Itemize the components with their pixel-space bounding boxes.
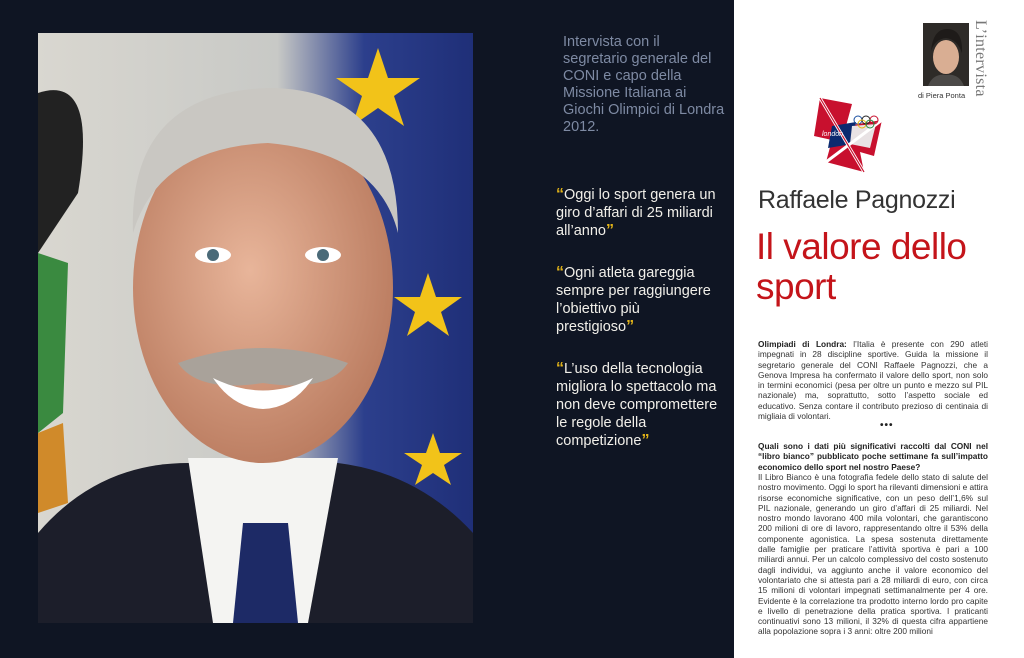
close-quote-mark: ” xyxy=(626,318,635,335)
question-paragraph xyxy=(758,441,988,472)
pull-quote-text: Ogni atleta gareggia sempre per raggiungere l’obiettivo più prestigioso xyxy=(556,265,711,335)
lead-label: Olimpiadi di Londra: xyxy=(758,339,847,349)
london-2012-logo xyxy=(812,96,888,174)
answer-text: Il Libro Bianco è una fotografia fedele dello stato di salute del nostro movimento. Oggi lo sport ha rilevanti dimensioni e attira risorse economiche significative, con un peso dell’1,6% sul PIL nazionale, generando un giro d’affari di 25 miliardi. Nel nostro mondo lavorano 400 mila volontari, che garantiscono 200 milioni di ore di lavoro, rappresentando oltre il 53% della componente agonistica. La spesa sostenuta direttamente dalle famiglie per praticare l’attività sportiva è pari a 100 miliardi annui. Per un calcolo complessivo del costo sostenuto dagli individui, va aggiunto anche il valore economico del volontariato che si attesta pari a 28 miliardi di euro, con circa 15 milioni di volontari impegnati settimanalmente per 4 ore. Evidente è la correlazione tra prodotto interno lordo pro capite e livello di penetrazione della pratica sportiva. I praticanti continuativi sono 13 milioni, il 32% di questa cifra appartiene alla popolazione sopra i 3 anni: oltre 200 milioni xyxy=(758,472,988,637)
separator: ••• xyxy=(880,420,894,431)
pull-quote xyxy=(556,186,721,240)
portrait-photo xyxy=(38,33,473,623)
open-quote-mark: “ xyxy=(556,264,564,281)
byline: di Piera Ponta xyxy=(918,91,966,100)
lead-text: l’Italia è presente con 290 atleti impegnati in 28 discipline sportive. Guida la missione il segretario generale del CONI Raffaele Pagnozzi, che a Genova Impresa ha confermato il valore dello sport, non solo in termini economici (pesa per oltre un punto e mezzo sul PIL nazionale) ma, soprattutto, sotto l’aspetto sociale ed educativo. Senza contare il contributo prezioso di centinaia di migliaia di volontari. xyxy=(758,339,988,422)
pull-quote-text: L’uso della tecnologia migliora lo spettacolo ma non deve compromettere le regole della competizione xyxy=(556,361,718,449)
logo-text: london xyxy=(822,131,844,138)
open-quote-mark: “ xyxy=(556,186,564,203)
pull-quote xyxy=(556,360,721,450)
close-quote-mark: ” xyxy=(606,222,614,239)
question-text: Quali sono i dati più significativi raccolti dal CONI nel “libro bianco” pubblicato poche settimane fa sull’impatto economico dello sport nel nostro Paese? xyxy=(758,441,988,472)
interviewee-name: Raffaele Pagnozzi xyxy=(758,186,956,214)
open-quote-mark: “ xyxy=(556,360,564,377)
lead-paragraph xyxy=(758,339,988,421)
answer-paragraph xyxy=(758,472,988,652)
close-quote-mark: ” xyxy=(641,432,650,449)
pull-quote xyxy=(556,264,721,336)
pull-quote-text: Oggi lo sport genera un giro d’affari di 25 miliardi all’anno xyxy=(556,187,716,239)
section-label: L’intervista xyxy=(972,20,989,97)
headline: Il valore dello sport xyxy=(756,226,967,307)
intro-text: Intervista con il segretario generale del CONI e capo della Missione Italiana ai Giochi Olimpici di Londra 2012. xyxy=(563,34,725,135)
author-photo xyxy=(923,23,969,86)
